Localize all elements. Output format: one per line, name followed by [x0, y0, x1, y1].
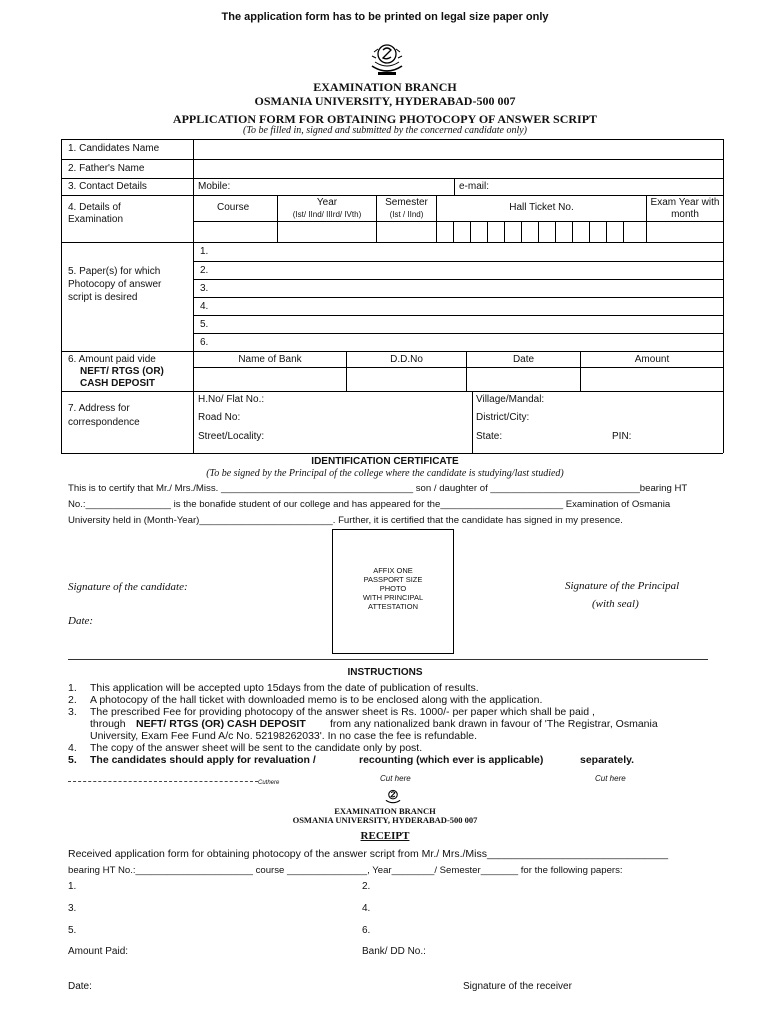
instruction-num-3: 3.: [68, 706, 77, 718]
form-subtitle: (To be filled in, signed and submitted by the concerned candidate only): [242, 125, 528, 136]
certificate-title: IDENTIFICATION CERTIFICATE: [311, 456, 459, 467]
cut-line: [68, 781, 258, 782]
receipt-paper-4: 4.: [362, 903, 371, 914]
semester-subheader: (Ist / IInd): [389, 210, 424, 219]
photo-line-5: ATTESTATION: [368, 602, 418, 611]
certificate-subtitle: (To be signed by the Principal of the college where the candidate is studying/last studied): [206, 468, 564, 479]
instructions-title: INSTRUCTIONS: [347, 667, 423, 678]
photo-box: [332, 529, 454, 654]
instruction-3-mode: NEFT/ RTGS (OR) CASH DEPOSIT: [136, 718, 306, 730]
amount-paid-label: 6. Amount paid vide: [68, 354, 156, 365]
bank-name-header: Name of Bank: [238, 354, 302, 365]
cut-here-label-2: Cut here: [380, 774, 411, 783]
paper-5: 5.: [200, 319, 209, 330]
instruction-num-1: 1.: [68, 682, 77, 694]
cut-here-label-1: Cuthere: [258, 780, 280, 786]
pin-label: PIN:: [612, 431, 632, 442]
instruction-2: A photocopy of the hall ticket with downloaded memo is to be enclosed along with the application.: [90, 694, 543, 706]
district-label: District/City:: [476, 412, 530, 423]
hall-ticket-header: Hall Ticket No.: [509, 202, 574, 213]
bank-dd-receipt-label: Bank/ DD No.:: [362, 946, 426, 957]
certificate-date-label: Date:: [68, 615, 94, 627]
paper-3: 3.: [200, 283, 209, 294]
branch-title: EXAMINATION BRANCH: [313, 80, 457, 94]
candidate-name-label: 1. Candidates Name: [68, 143, 160, 154]
payment-mode-label: NEFT/ RTGS (OR) CASH DEPOSIT: [80, 366, 164, 389]
instruction-3-through: through: [90, 718, 126, 730]
mobile-label: Mobile:: [198, 181, 231, 192]
year-header: Year: [316, 197, 338, 208]
receiver-signature-label: Signature of the receiver: [463, 981, 572, 992]
photo-line-2: PASSPORT SIZE: [363, 575, 423, 584]
contact-details-label: 3. Contact Details: [68, 181, 147, 192]
date-header: Date: [512, 354, 535, 365]
receipt-branch-title: EXAMINATION BRANCH: [334, 806, 436, 816]
instruction-5-a: The candidates should apply for revaluation /: [90, 754, 316, 766]
certificate-line-2: No.:________________ is the bonafide student of our college and has appeared for the_______________________ Examination of Osmania: [68, 499, 671, 510]
papers-label: 5. Paper(s) for which Photocopy of answer script is desired: [68, 266, 162, 303]
instruction-3-payee: from any nationalized bank drawn in favour of 'The Registrar, Osmania: [330, 718, 658, 730]
photo-line-1: AFFIX ONE: [373, 566, 413, 575]
certificate-line-1: This is to certify that Mr./ Mrs./Miss. ____________________________________ son / daughter of ____________________________bearing HT: [68, 483, 688, 494]
principal-signature-label: Signature of the Principal: [565, 580, 680, 592]
receipt-line-1: Received application form for obtaining photocopy of the answer script from Mr./ Mrs./Miss_______________________________: [68, 848, 669, 860]
exam-details-label: 4. Details of Examination: [68, 202, 124, 225]
village-label: Village/Mandal:: [476, 394, 545, 405]
receipt-paper-3: 3.: [68, 903, 77, 914]
cut-here-label-3: Cut here: [595, 774, 626, 783]
receipt-paper-2: 2.: [362, 881, 371, 892]
street-label: Street/Locality:: [198, 431, 265, 442]
dd-no-header: D.D.No: [390, 354, 423, 365]
receipt-line-2: bearing HT No.:______________________ course _______________, Year________/ Semester_______ for the following papers:: [68, 865, 623, 876]
receipt-emblem-icon: [383, 788, 403, 806]
paper-2: 2.: [200, 265, 209, 276]
instruction-num-4: 4.: [68, 742, 77, 754]
year-subheader: (Ist/ IInd/ IIIrd/ IVth): [292, 210, 362, 219]
receipt-date-label: Date:: [68, 981, 92, 992]
legal-paper-notice: The application form has to be printed on legal size paper only: [221, 11, 549, 23]
semester-header: Semester: [385, 197, 428, 208]
house-no-label: H.No/ Flat No.:: [198, 394, 265, 405]
father-name-label: 2. Father's Name: [68, 163, 145, 174]
photo-line-4: WITH PRINCIPAL: [362, 593, 424, 602]
road-no-label: Road No:: [198, 412, 241, 423]
candidate-signature-label: Signature of the candidate:: [68, 581, 188, 593]
instruction-1: This application will be accepted upto 15days from the date of publication of results.: [90, 682, 479, 694]
paper-1: 1.: [200, 246, 209, 257]
instruction-5-b: recounting (which ever is applicable): [359, 754, 544, 766]
state-label: State:: [476, 431, 503, 442]
amount-header: Amount: [634, 354, 670, 365]
receipt-university-title: OSMANIA UNIVERSITY, HYDERABAD-500 007: [292, 815, 478, 825]
address-label: 7. Address for correspondence: [68, 403, 140, 428]
university-title: OSMANIA UNIVERSITY, HYDERABAD-500 007: [254, 94, 516, 108]
instruction-num-5: 5.: [68, 754, 77, 766]
section-divider: [68, 659, 708, 660]
paper-6: 6.: [200, 337, 209, 348]
instruction-3: The prescribed Fee for providing photocopy of the answer sheet is Rs. 1000/- per paper which shall be paid ,: [90, 706, 595, 718]
certificate-line-3: University held in (Month-Year)_________________________. Further, it is certified that the candidate has signed in my presence.: [68, 515, 623, 526]
instruction-3-account: University, Exam Fee Fund A/c No. 52198262033'. In no case the fee is refundable.: [90, 730, 478, 742]
photo-line-3: PHOTO: [379, 584, 407, 593]
course-header: Course: [217, 202, 250, 213]
paper-4: 4.: [200, 301, 209, 312]
receipt-paper-6: 6.: [362, 925, 371, 936]
with-seal-label: (with seal): [592, 598, 639, 610]
receipt-paper-5: 5.: [68, 925, 77, 936]
receipt-title: RECEIPT: [360, 830, 410, 842]
email-label: e-mail:: [459, 181, 490, 192]
amount-paid-receipt-label: Amount Paid:: [68, 946, 129, 957]
university-emblem-icon: [368, 40, 406, 78]
exam-year-header: Exam Year with month: [650, 197, 720, 220]
instruction-5-c: separately.: [580, 754, 635, 766]
instruction-4: The copy of the answer sheet will be sent to the candidate only by post.: [90, 742, 423, 754]
receipt-paper-1: 1.: [68, 881, 77, 892]
instruction-num-2: 2.: [68, 694, 77, 706]
form-title: APPLICATION FORM FOR OBTAINING PHOTOCOPY OF ANSWER SCRIPT: [172, 112, 598, 126]
